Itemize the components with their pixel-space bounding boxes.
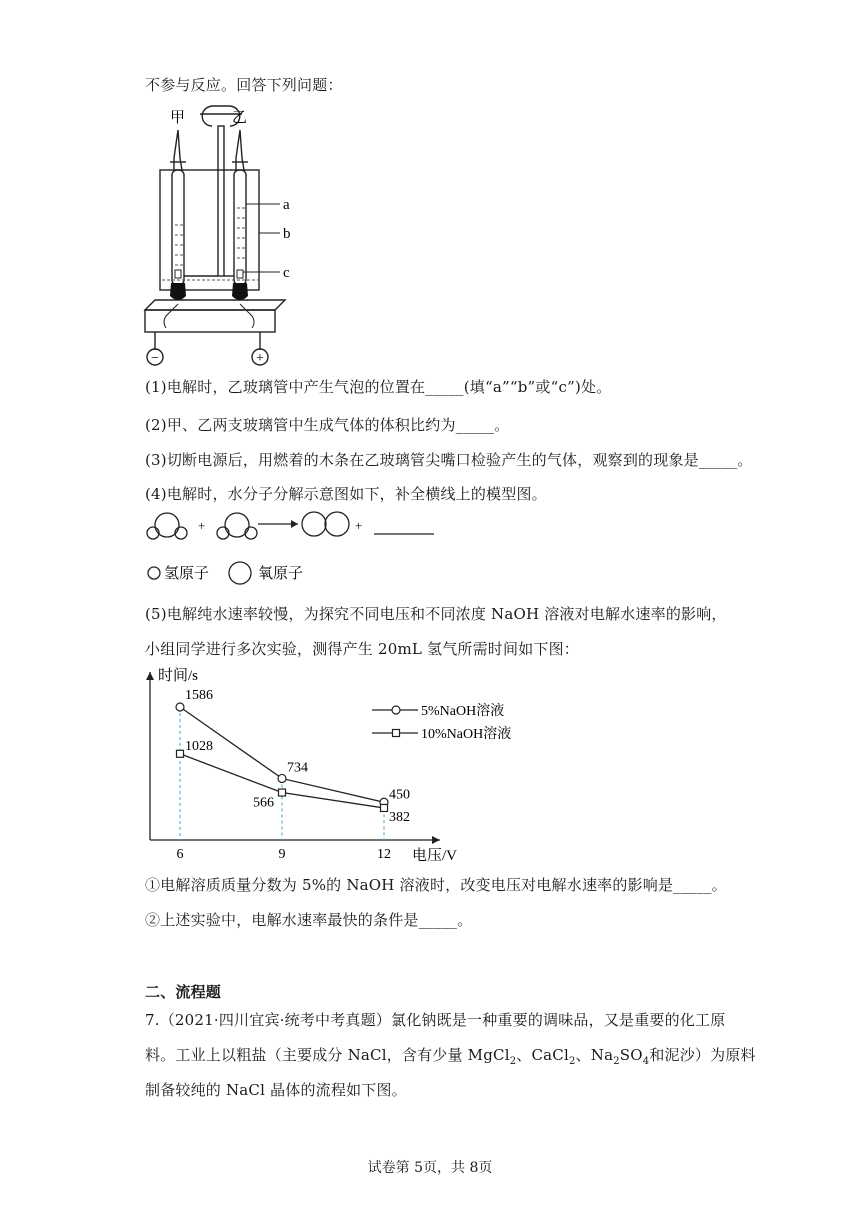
electrolysis-time-chart <box>140 662 512 867</box>
question-5-line2: 小组同学进行多次实验，测得产生 20mL 氢气所需时间如下图： <box>145 640 580 658</box>
data-label: 734 <box>287 760 308 776</box>
data-label: 1586 <box>185 688 213 703</box>
x-tick-label: 12 <box>377 847 391 862</box>
oxygen-atom-icon <box>229 562 251 584</box>
data-point-square <box>381 804 388 811</box>
legend-entry: 5%NaOH溶液 <box>421 704 505 719</box>
legend-marker-circle <box>392 706 400 714</box>
hydrogen-atom-icon <box>148 567 160 579</box>
hydrogen-atom-icon <box>245 527 257 539</box>
question-5-sub1: ①电解溶质质量分数为 5%的 NaOH 溶液时，改变电压对电解水速率的影响是_____。 <box>145 876 727 894</box>
negative-terminal-label: − <box>151 351 159 366</box>
atom-legend <box>140 558 340 588</box>
position-label-a: a <box>283 197 290 213</box>
legend-entry: 10%NaOH溶液 <box>421 727 512 742</box>
oxygen-atom-icon <box>325 512 349 536</box>
data-point-square <box>177 750 184 757</box>
legend-marker-square <box>393 730 400 737</box>
data-point-square <box>279 789 286 796</box>
section-title: 二、流程题 <box>145 983 222 1001</box>
question-2: (2)甲、乙两支玻璃管中生成气体的体积比约为_____。 <box>145 416 510 434</box>
series-line-0 <box>180 707 384 802</box>
water-decomposition-model <box>140 508 450 548</box>
question-4: (4)电解时，水分子分解示意图如下，补全横线上的模型图。 <box>145 485 547 503</box>
data-point-circle <box>176 703 184 711</box>
hydrogen-atom-icon <box>217 527 229 539</box>
y-axis-label: 时间/s <box>158 668 199 684</box>
x-tick-label: 9 <box>278 847 286 862</box>
oxygen-atom-icon <box>302 512 326 536</box>
data-label: 382 <box>389 809 410 825</box>
position-label-b: b <box>283 226 291 242</box>
question-7-line3: 制备较纯的 NaCl 晶体的流程如下图。 <box>145 1081 407 1099</box>
positive-terminal-label: + <box>256 351 264 366</box>
data-label: 1028 <box>185 738 213 754</box>
legend-oxygen-label: 氧原子 <box>258 566 304 582</box>
tube-label-yi: 乙 <box>232 110 248 126</box>
plus-sign: + <box>355 518 363 533</box>
electrolysis-apparatus <box>140 100 310 372</box>
intro-text: 不参与反应。回答下列问题： <box>145 76 343 94</box>
question-7-line1: 7.（2021·四川宜宾·统考中考真题）氯化钠既是一种重要的调味品，又是重要的化工原 <box>145 1011 726 1029</box>
question-5-sub2: ②上述实验中，电解水速率最快的条件是_____。 <box>145 911 473 929</box>
data-label: 566 <box>253 795 274 811</box>
position-label-c: c <box>283 265 290 281</box>
data-point-circle <box>278 774 286 782</box>
plus-sign: + <box>198 518 206 533</box>
hydrogen-atom-icon <box>147 527 159 539</box>
page-footer: 试卷第 5页，共 8页 <box>367 1160 493 1176</box>
data-label: 450 <box>389 787 410 803</box>
question-5-line1: (5)电解纯水速率较慢，为探究不同电压和不同浓度 NaOH 溶液对电解水速率的影响， <box>145 605 727 623</box>
question-7-line2: 料。工业上以粗盐（主要成分 NaCl，含有少量 MgCl$_2$、CaCl$_2$、$Na_2SO_4$和泥沙）为原料 <box>145 1046 756 1067</box>
legend-hydrogen-label: 氢原子 <box>164 566 210 582</box>
question-3: (3)切断电源后，用燃着的木条在乙玻璃管尖嘴口检验产生的气体，观察到的现象是_____。 <box>145 451 753 469</box>
hydrogen-atom-icon <box>175 527 187 539</box>
tube-label-jia: 甲 <box>170 110 186 126</box>
x-tick-label: 6 <box>176 847 184 862</box>
x-axis-label: 电压/V <box>412 848 458 864</box>
question-1: (1)电解时，乙玻璃管中产生气泡的位置在_____(填“a”“b”或“c”)处。 <box>145 378 612 396</box>
